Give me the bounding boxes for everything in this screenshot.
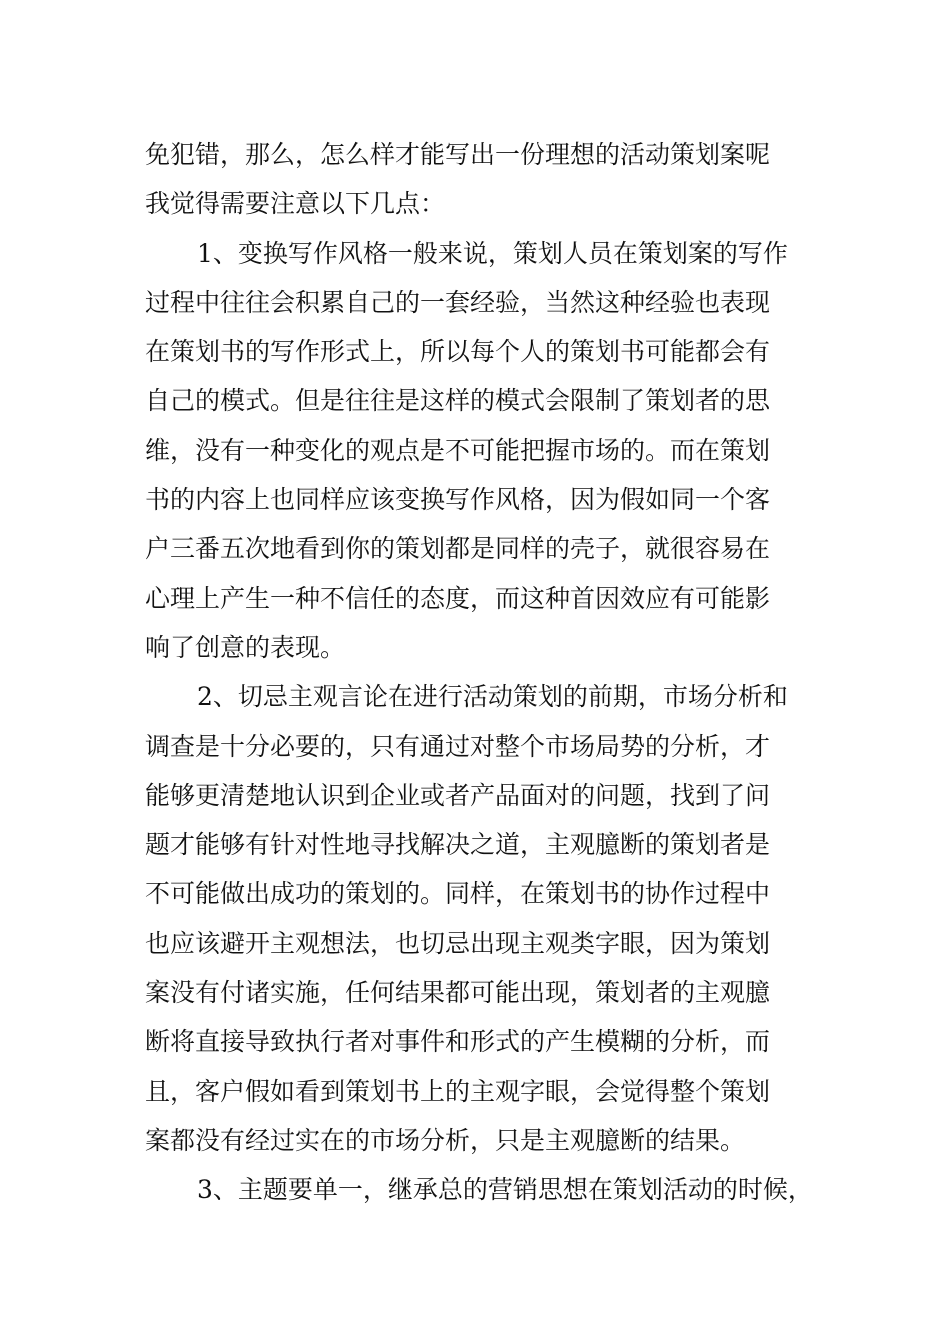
text-line: 户三番五次地看到你的策划都是同样的壳子，就很容易在 [145,534,771,564]
text-line: 书的内容上也同样应该变换写作风格，因为假如同一个客 [145,485,771,515]
text-line: 过程中往往会积累自己的一套经验，当然这种经验也表现 [145,287,771,317]
text-line: 断将直接导致执行者对事件和形式的产生模糊的分析，而 [145,1027,771,1057]
text-line: 也应该避开主观想法，也切忌出现主观类字眼，因为策划 [145,928,771,958]
text-line: 1、变换写作风格一般来说，策划人员在策划案的写作 [197,238,788,268]
text-line: 2、切忌主观言论在进行活动策划的前期，市场分析和 [197,682,788,712]
text-line: 调查是十分必要的，只有通过对整个市场局势的分析，才 [145,731,771,761]
text-line: 能够更清楚地认识到企业或者产品面对的问题，找到了问 [145,780,771,810]
text-line: 响了创意的表现。 [145,632,346,662]
text-line: 自己的模式。但是往往是这样的模式会限制了策划者的思 [145,386,771,416]
text-line: 我觉得需要注意以下几点： [145,189,446,219]
text-line: 不可能做出成功的策划的。同样，在策划书的协作过程中 [145,879,771,909]
text-line: 在策划书的写作形式上，所以每个人的策划书可能都会有 [145,337,771,367]
text-line: 案都没有经过实在的市场分析，只是主观臆断的结果。 [145,1125,746,1155]
text-line: 心理上产生一种不信任的态度，而这种首因效应有可能影 [145,583,771,613]
text-line: 且，客户假如看到策划书上的主观字眼，会觉得整个策划 [145,1076,771,1106]
text-line: 维，没有一种变化的观点是不可能把握市场的。而在策划 [145,435,771,465]
text-line: 案没有付诸实施，任何结果都可能出现，策划者的主观臆 [145,978,771,1008]
text-line: 免犯错，那么，怎么样才能写出一份理想的活动策划案呢 [145,140,771,169]
text-line: 3、主题要单一，继承总的营销思想在策划活动的时候， [197,1175,813,1205]
document-body [145,130,815,1215]
text-line: 题才能够有针对性地寻找解决之道，主观臆断的策划者是 [145,830,771,860]
